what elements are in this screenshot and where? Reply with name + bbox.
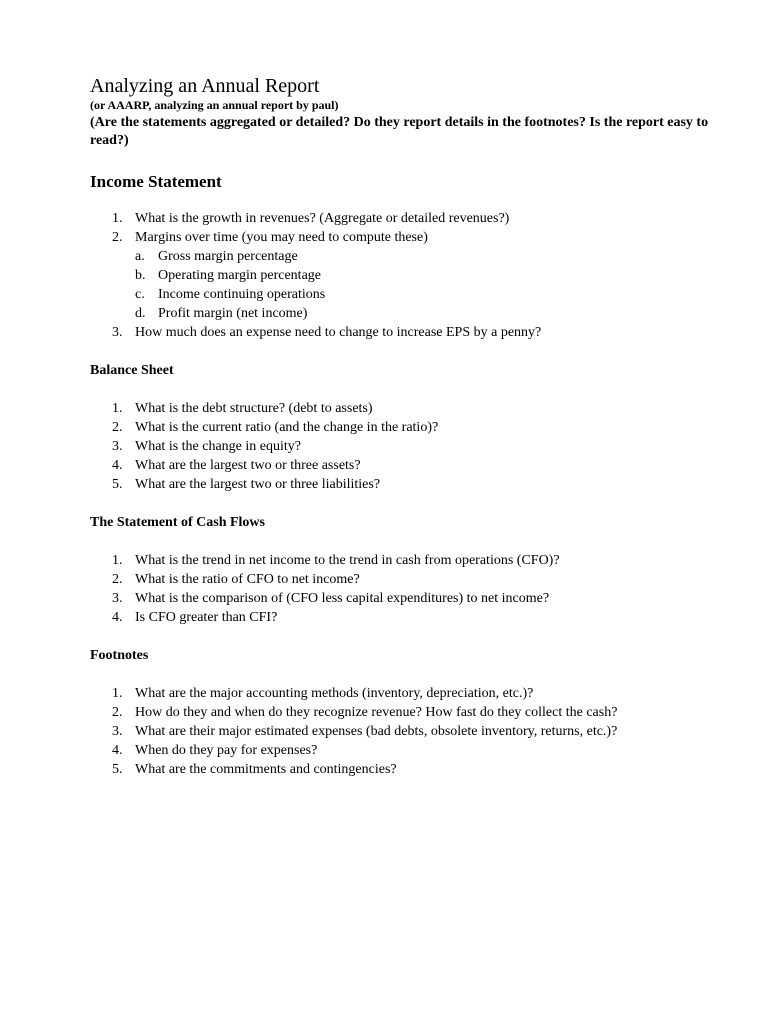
sub-list-item-letter: c. xyxy=(135,287,145,302)
list-item xyxy=(90,589,720,608)
list-item-text: What are the major accounting methods (inventory, depreciation, etc.)? xyxy=(135,686,534,701)
list-item-number: 1. xyxy=(112,553,123,568)
list-item xyxy=(90,684,720,703)
document-page xyxy=(90,74,720,779)
list-item xyxy=(90,399,720,418)
list-item xyxy=(90,456,720,475)
sub-list-item xyxy=(135,266,720,285)
sub-list-item xyxy=(135,304,720,323)
sub-list-item-letter: b. xyxy=(135,268,146,283)
list-item-number: 5. xyxy=(112,477,123,492)
list-item xyxy=(90,741,720,760)
cash-flows-list xyxy=(90,551,720,627)
list-item xyxy=(90,551,720,570)
list-item-number: 3. xyxy=(112,724,123,739)
sub-list-item-text: Income continuing operations xyxy=(158,287,326,302)
list-item-number: 4. xyxy=(112,743,123,758)
list-item-text: Margins over time (you may need to compute these) xyxy=(135,230,428,245)
balance-sheet-list xyxy=(90,399,720,494)
list-item xyxy=(90,209,720,228)
list-item xyxy=(90,722,720,741)
sub-list-item-letter: d. xyxy=(135,306,146,321)
list-item-number: 3. xyxy=(112,591,123,606)
list-item-text: What are the largest two or three assets? xyxy=(135,458,361,473)
list-item xyxy=(90,323,720,342)
list-item-text: What is the trend in net income to the trend in cash from operations (CFO)? xyxy=(135,553,560,568)
list-item xyxy=(90,608,720,627)
list-item-number: 3. xyxy=(112,325,123,340)
list-item xyxy=(90,703,720,722)
list-item-text: What is the debt structure? (debt to assets) xyxy=(135,401,373,416)
list-item-text: How much does an expense need to change to increase EPS by a penny? xyxy=(135,325,542,340)
list-item-text: What is the ratio of CFO to net income? xyxy=(135,572,360,587)
list-item xyxy=(90,228,720,323)
list-item xyxy=(90,570,720,589)
sub-list-item-text: Gross margin percentage xyxy=(158,249,298,264)
list-item-text: What is the comparison of (CFO less capital expenditures) to net income? xyxy=(135,591,550,606)
list-item-number: 2. xyxy=(112,230,123,245)
list-item-number: 1. xyxy=(112,211,123,226)
list-item-number: 4. xyxy=(112,458,123,473)
list-item-text: What are the largest two or three liabilities? xyxy=(135,477,381,492)
income-statement-list xyxy=(90,209,720,342)
list-item-number: 5. xyxy=(112,762,123,777)
list-item-number: 1. xyxy=(112,401,123,416)
list-item-number: 2. xyxy=(112,572,123,587)
section-heading-cash-flows: The Statement of Cash Flows xyxy=(90,515,265,530)
list-item-text: Is CFO greater than CFI? xyxy=(135,610,278,625)
list-item xyxy=(90,437,720,456)
list-item-text: What are the commitments and contingencies? xyxy=(135,762,397,777)
list-item xyxy=(90,475,720,494)
list-item-number: 2. xyxy=(112,420,123,435)
document-title: Analyzing an Annual Report xyxy=(90,75,320,97)
list-item-text: What is the change in equity? xyxy=(135,439,301,454)
document-subtitle: (or AAARP, analyzing an annual report by paul) xyxy=(90,98,339,112)
list-item-text: When do they pay for expenses? xyxy=(135,743,318,758)
list-item-number: 2. xyxy=(112,705,123,720)
document-intro: (Are the statements aggregated or detailed? Do they report details in the footnotes? Is the report easy to read?) xyxy=(90,115,709,148)
list-item-text: What are their major estimated expenses (bad debts, obsolete inventory, returns, etc.)? xyxy=(135,724,618,739)
footnotes-list xyxy=(90,684,720,779)
section-heading-income-statement: Income Statement xyxy=(90,172,222,191)
sub-list-item xyxy=(135,247,720,266)
section-heading-footnotes: Footnotes xyxy=(90,648,149,663)
list-item-number: 1. xyxy=(112,686,123,701)
margins-sub-list xyxy=(135,247,720,323)
section-heading-balance-sheet: Balance Sheet xyxy=(90,363,174,378)
sub-list-item-text: Operating margin percentage xyxy=(158,268,322,283)
sub-list-item-text: Profit margin (net income) xyxy=(158,306,308,321)
list-item-number: 3. xyxy=(112,439,123,454)
list-item-number: 4. xyxy=(112,610,123,625)
list-item-text: How do they and when do they recognize revenue? How fast do they collect the cash? xyxy=(135,705,618,720)
list-item-text: What is the current ratio (and the change in the ratio)? xyxy=(135,420,439,435)
list-item xyxy=(90,418,720,437)
list-item xyxy=(90,760,720,779)
list-item-text: What is the growth in revenues? (Aggregate or detailed revenues?) xyxy=(135,211,510,226)
sub-list-item xyxy=(135,285,720,304)
sub-list-item-letter: a. xyxy=(135,249,145,264)
